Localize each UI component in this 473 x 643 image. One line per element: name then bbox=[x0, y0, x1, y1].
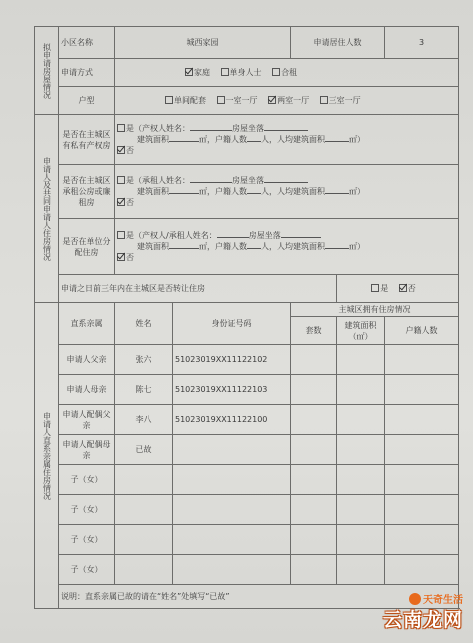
apply-method-label: 申请方式 bbox=[59, 59, 115, 87]
apply-method-options bbox=[115, 59, 459, 87]
q-public-answer: 是（承租人姓名： 房屋坐落 建筑面积 ㎡，户籍人数 人，人均建筑面积 ㎡） 否 bbox=[115, 165, 459, 219]
header-area: 建筑面积（㎡） bbox=[337, 317, 385, 345]
checkbox-icon bbox=[165, 96, 173, 104]
q-transfer-answer: 是 否 bbox=[337, 275, 459, 303]
table-row: 申请人母亲 陈七 51023019XX11122103 bbox=[35, 375, 459, 405]
section-housing-label: 拟申请房屋情况 bbox=[35, 27, 59, 115]
watermark-main: 云南龙网 bbox=[382, 609, 463, 631]
apply-method-single[interactable]: 单身人士 bbox=[221, 68, 262, 77]
footnote: 说明：直系亲属已故的请在“姓名”处填写“已故” bbox=[59, 585, 459, 609]
header-sets: 套数 bbox=[291, 317, 337, 345]
section-relatives-label: 申请人直系亲属住房情况 bbox=[35, 303, 59, 609]
q-transfer-label: 申请之日前三年内在主城区是否转让住房 bbox=[59, 275, 337, 303]
community-value: 城西家园 bbox=[115, 27, 291, 59]
table-row: 子（女） bbox=[35, 525, 459, 555]
q-private-label: 是否在主城区有私有产权房 bbox=[59, 115, 115, 165]
header-hukou: 户籍人数 bbox=[385, 317, 459, 345]
checkbox-icon bbox=[221, 68, 229, 76]
checkbox-checked-icon bbox=[268, 96, 276, 104]
table-row: 子（女） bbox=[35, 555, 459, 585]
q-private-answer: 是（产权人姓名： 房屋坐落 建筑面积 ㎡，户籍人数 人，人均建筑面积 ㎡） 否 bbox=[115, 115, 459, 165]
table-row: 子（女） bbox=[35, 495, 459, 525]
checkbox-checked-icon bbox=[185, 68, 193, 76]
row-unit-housing bbox=[35, 219, 459, 275]
q-unit-answer: 是（产权人/承租人姓名： 房屋坐落 建筑面积 ㎡，户籍人数 人，人均建筑面积 ㎡） 否 bbox=[115, 219, 459, 275]
row-private-property bbox=[35, 115, 459, 165]
q-unit-label: 是否在单位分配住房 bbox=[59, 219, 115, 275]
housing-application-form bbox=[34, 26, 458, 624]
residents-value: 3 bbox=[385, 27, 459, 59]
house-type-options bbox=[115, 87, 459, 115]
house-type-two-bed[interactable]: 两室一厅 bbox=[268, 96, 309, 105]
header-name: 姓名 bbox=[115, 303, 173, 345]
table-row: 申请人父亲 张六 51023019XX11122102 bbox=[35, 345, 459, 375]
checkbox-checked-icon[interactable] bbox=[117, 146, 125, 154]
table-row: 申请人配偶父亲 李八 51023019XX11122100 bbox=[35, 405, 459, 435]
header-relation: 直系亲属 bbox=[59, 303, 115, 345]
row-public-housing bbox=[35, 165, 459, 219]
brand-logo-icon bbox=[409, 593, 421, 605]
house-type-one-bed[interactable]: 一室一厅 bbox=[217, 96, 258, 105]
checkbox-icon[interactable] bbox=[117, 176, 125, 184]
residents-label: 申请居住人数 bbox=[291, 27, 385, 59]
checkbox-checked-icon bbox=[399, 284, 407, 292]
row-relatives-header-1 bbox=[35, 303, 459, 317]
checkbox-checked-icon[interactable] bbox=[117, 198, 125, 206]
table-row: 申请人配偶母亲 已故 bbox=[35, 435, 459, 465]
section-co-applicant-label: 申请人及共同申请人住房情况 bbox=[35, 115, 59, 303]
checkbox-icon bbox=[320, 96, 328, 104]
row-house-type bbox=[35, 87, 459, 115]
checkbox-icon bbox=[217, 96, 225, 104]
house-type-label: 户型 bbox=[59, 87, 115, 115]
house-type-three-bed[interactable]: 三室一厅 bbox=[320, 96, 361, 105]
header-id: 身份证号码 bbox=[173, 303, 291, 345]
community-label: 小区名称 bbox=[59, 27, 115, 59]
checkbox-icon[interactable] bbox=[117, 124, 125, 132]
checkbox-icon bbox=[272, 68, 280, 76]
row-apply-method bbox=[35, 59, 459, 87]
table-row: 子（女） bbox=[35, 465, 459, 495]
house-type-studio[interactable]: 单间配套 bbox=[165, 96, 206, 105]
header-group: 主城区拥有住房情况 bbox=[291, 303, 459, 317]
watermark-logo bbox=[353, 591, 463, 639]
row-community bbox=[35, 27, 459, 59]
form-table bbox=[34, 26, 459, 609]
q-public-label: 是否在主城区承租公房或廉租房 bbox=[59, 165, 115, 219]
apply-method-family[interactable]: 家庭 bbox=[185, 68, 210, 77]
apply-method-shared[interactable]: 合租 bbox=[272, 68, 297, 77]
checkbox-icon[interactable] bbox=[117, 231, 125, 239]
row-transfer bbox=[35, 275, 459, 303]
checkbox-icon bbox=[371, 284, 379, 292]
checkbox-checked-icon[interactable] bbox=[117, 253, 125, 261]
watermark-top: 天奇生活 bbox=[409, 591, 463, 606]
